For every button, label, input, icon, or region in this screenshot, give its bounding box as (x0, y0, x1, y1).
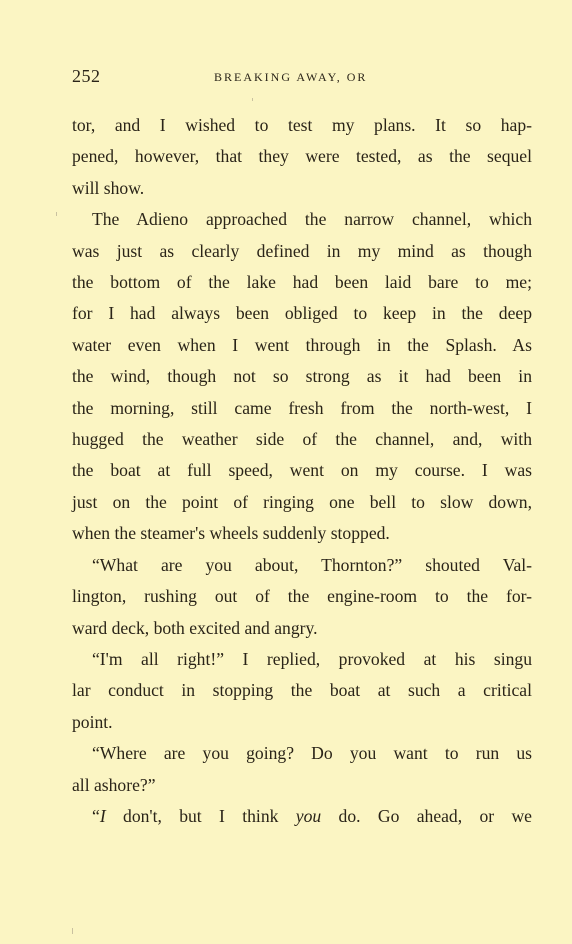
paragraph-1 (72, 110, 532, 204)
text-line: the bottom of the lake had been laid bare to me; (72, 272, 532, 293)
text-line: “I'm all right!” I replied, provoked at his singu (92, 648, 532, 669)
text-line: will show. (72, 177, 145, 198)
text-line: lar conduct in stopping the boat at such a critical (72, 680, 532, 701)
running-head: BREAKING AWAY, OR (214, 70, 368, 84)
text-line: when the steamer's wheels suddenly stopped. (72, 523, 390, 544)
page-header (72, 66, 532, 90)
body-text (72, 110, 532, 832)
paragraph-6 (72, 801, 532, 832)
text-line: the boat at full speed, went on my course. I was (72, 460, 532, 481)
paragraph-3 (72, 550, 532, 644)
paragraph-4 (72, 644, 532, 738)
text-line (72, 801, 532, 832)
text-line: all ashore?” (72, 774, 156, 795)
text-line: tor, and I wished to test my plans. It so hap- (72, 115, 532, 135)
text-line: “Where are you going? Do you want to run us (92, 743, 532, 764)
paragraph-2 (72, 204, 532, 549)
paragraph-5 (72, 738, 532, 801)
page-number: 252 (72, 66, 101, 86)
text-segment-italic: you (295, 805, 322, 826)
text-segment: do. Go ahead, or we (321, 805, 532, 826)
text-segment: don't, but I think (105, 805, 296, 826)
text-line: “What are you about, Thornton?” shouted Val- (92, 554, 532, 575)
text-segment-italic: I (99, 805, 106, 826)
text-line: point. (72, 711, 113, 732)
text-line: hugged the weather side of the channel, and, with (72, 429, 532, 450)
text-line: the morning, still came fresh from the north-west, I (72, 397, 532, 418)
paper-speck (252, 98, 253, 101)
paper-speck (72, 928, 73, 934)
text-segment: “ (92, 805, 100, 826)
text-line: just on the point of ringing one bell to slow down, (72, 491, 532, 512)
text-line: for I had always been obliged to keep in the deep (72, 303, 532, 324)
text-line: water even when I went through in the Splash. As (72, 334, 532, 355)
text-line: pened, however, that they were tested, as the sequel (72, 146, 532, 167)
text-line: was just as clearly defined in my mind as though (72, 240, 532, 261)
paper-speck (56, 212, 57, 216)
text-line: the wind, though not so strong as it had been in (72, 366, 532, 387)
text-line: lington, rushing out of the engine-room to the for- (72, 586, 532, 607)
text-line: ward deck, both excited and angry. (72, 617, 318, 638)
text-line: The Adieno approached the narrow channel, which (92, 209, 532, 230)
